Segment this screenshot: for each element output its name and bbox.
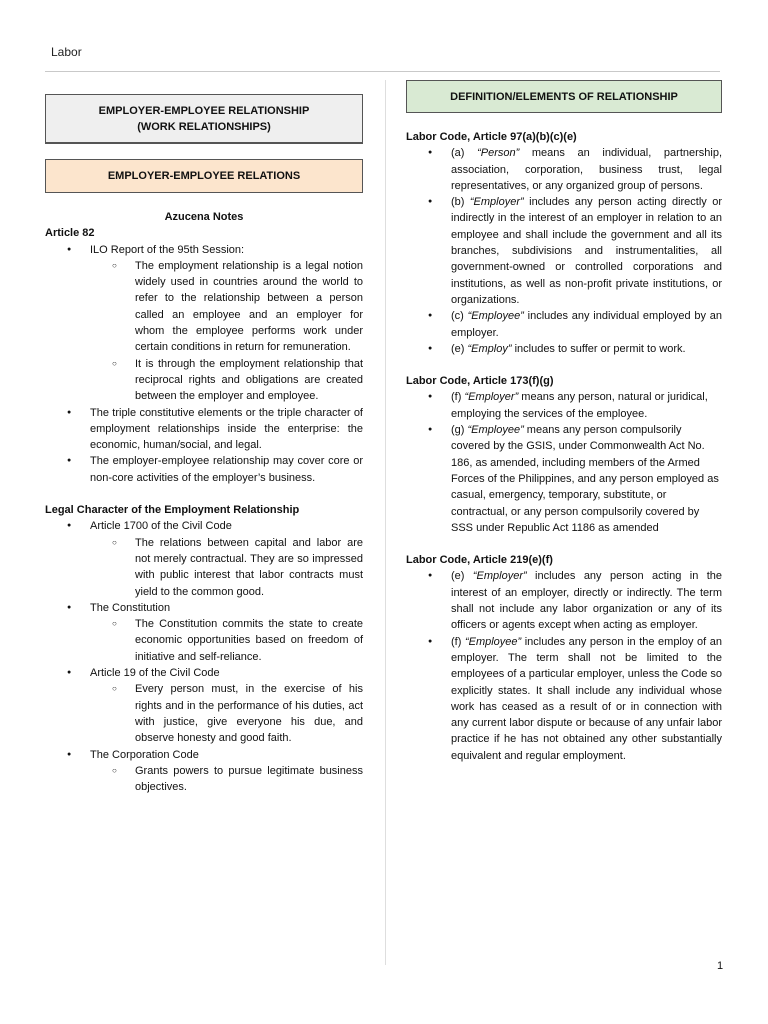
defined-term: “Employee” [464, 635, 522, 648]
list-item [45, 600, 363, 665]
article-97-heading: Labor Code, Article 97(a)(b)(c)(e) [406, 131, 577, 143]
list-item: ○ Every person must, in the exercise of his rights and in the performance of his duties, act with justice, give everyone his due, and observe honesty and good faith. [90, 681, 363, 746]
defined-term: “Employee” [467, 424, 524, 437]
list-item: ● The triple constitutive elements or the triple character of employment relationships inside the enterprise: the economic, human/social, and legal. [45, 405, 363, 454]
legal-item-label: Article 1700 of the Civil Code [90, 520, 232, 533]
list-item: ● (e) “Employer” includes any person acting in the interest of an employer, directly or indirectly. The term shall not include any labor organization or any of its officers or agents except when acting as employer. [406, 568, 722, 633]
legal-item-label: The Constitution [90, 601, 171, 614]
defined-term: “Employer” [464, 391, 519, 404]
article-219-list [406, 568, 722, 764]
list-item: ○ It is through the employment relationship that reciprocal rights and obligations are created between the employer and employee. [90, 356, 363, 405]
list-item: ● (f) “Employee” includes any person in the employ of an employer. The term shall not be limited to the employees of a particular employer, unless the Code so explicitly states. It shall include any individual whose work has ceased as a result of or in connection with any current labor dispute or because of any unfair labor practice if he has not obtained any other substantially equivalent and regular employment. [406, 634, 722, 764]
legal-character-list [45, 518, 363, 795]
list-item: ● (f) “Employer” means any person, natural or juridical, employing the services of the employee. [406, 389, 722, 422]
legal-item-label: The Corporation Code [90, 748, 199, 761]
defined-term: “Person” [477, 147, 520, 160]
article-173-list [406, 389, 722, 536]
list-item: ○ The employment relationship is a legal notion widely used in countries around the world to refer to the relationship between a person called an employee and an employer for whom the employee performs work under certain conditions in return for remuneration. [90, 258, 363, 356]
list-item: ● (c) “Employee” includes any individual employed by an employer. [406, 308, 722, 341]
list-item [45, 242, 363, 405]
article-82-list [45, 242, 363, 486]
ilo-report: ILO Report of the 95th Session: [90, 243, 245, 256]
list-item: ● The employer-employee relationship may cover core or non-core activities of the employer’s business. [45, 453, 363, 486]
defined-term: “Employee” [467, 310, 524, 323]
defined-term: “Employ” [467, 342, 512, 355]
list-item: ● (b) “Employer” includes any person acting directly or indirectly in the interest of an employer in relation to an employee and shall include the government and all its branches, subdivisions and instrumentalities, all government-owned or controlled corporations and institutions, as well as non-profit private institutions, or organizations. [406, 194, 722, 308]
defined-term: “Employer” [469, 196, 524, 209]
page-header: Labor [51, 45, 82, 59]
legal-character-heading: Legal Character of the Employment Relationship [45, 504, 300, 517]
definition-title-box: DEFINITION/ELEMENTS OF RELATIONSHIP [406, 80, 722, 113]
ilo-sublist [45, 258, 363, 405]
list-item [45, 518, 363, 599]
article-82-heading: Article 82 [45, 227, 95, 240]
section-title-line2: (WORK RELATIONSHIPS) [137, 120, 271, 133]
notes-title: Azucena Notes [164, 211, 244, 223]
defined-term: “Employer” [472, 570, 527, 583]
column-divider [385, 80, 386, 965]
right-column [406, 80, 722, 764]
page-number: 1 [717, 960, 724, 972]
article-173-heading: Labor Code, Article 173(f)(g) [406, 375, 554, 388]
list-item [45, 665, 363, 746]
list-item: ● (a) “Person” means an individual, partnership, association, corporation, business trust, legal representatives, or any organized group of persons. [406, 145, 722, 194]
left-column [45, 94, 363, 795]
legal-item-label: Article 19 of the Civil Code [90, 667, 220, 680]
list-item [45, 747, 363, 796]
subsection-title-box: EMPLOYER-EMPLOYEE RELATIONS [45, 159, 363, 193]
section-title-box [45, 94, 363, 144]
list-item: ● (g) “Employee” means any person compulsorily covered by the GSIS, under Commonwealth Act No. 186, as amended, including members of the Armed Forces of the Philippines, and any person employed as casual, emergency, temporary, substitute, or contractual, or any person compulsorily covered by SSS under Republic Act 1186 as amended [406, 422, 722, 536]
header-rule [45, 71, 720, 72]
list-item: ○ The Constitution commits the state to create economic opportunities based on freedom of initiative and self-reliance. [90, 616, 363, 665]
section-title-line1: EMPLOYER-EMPLOYEE RELATIONSHIP [98, 104, 310, 117]
article-219-heading: Labor Code, Article 219(e)(f) [406, 554, 553, 567]
list-item: ○ The relations between capital and labor are not merely contractual. They are so impressed with public interest that labor contracts must yield to the common good. [90, 535, 363, 600]
list-item: ● (e) “Employ” includes to suffer or permit to work. [406, 341, 722, 357]
list-item: ○ Grants powers to pursue legitimate business objectives. [90, 763, 363, 796]
article-97-list [406, 145, 722, 357]
